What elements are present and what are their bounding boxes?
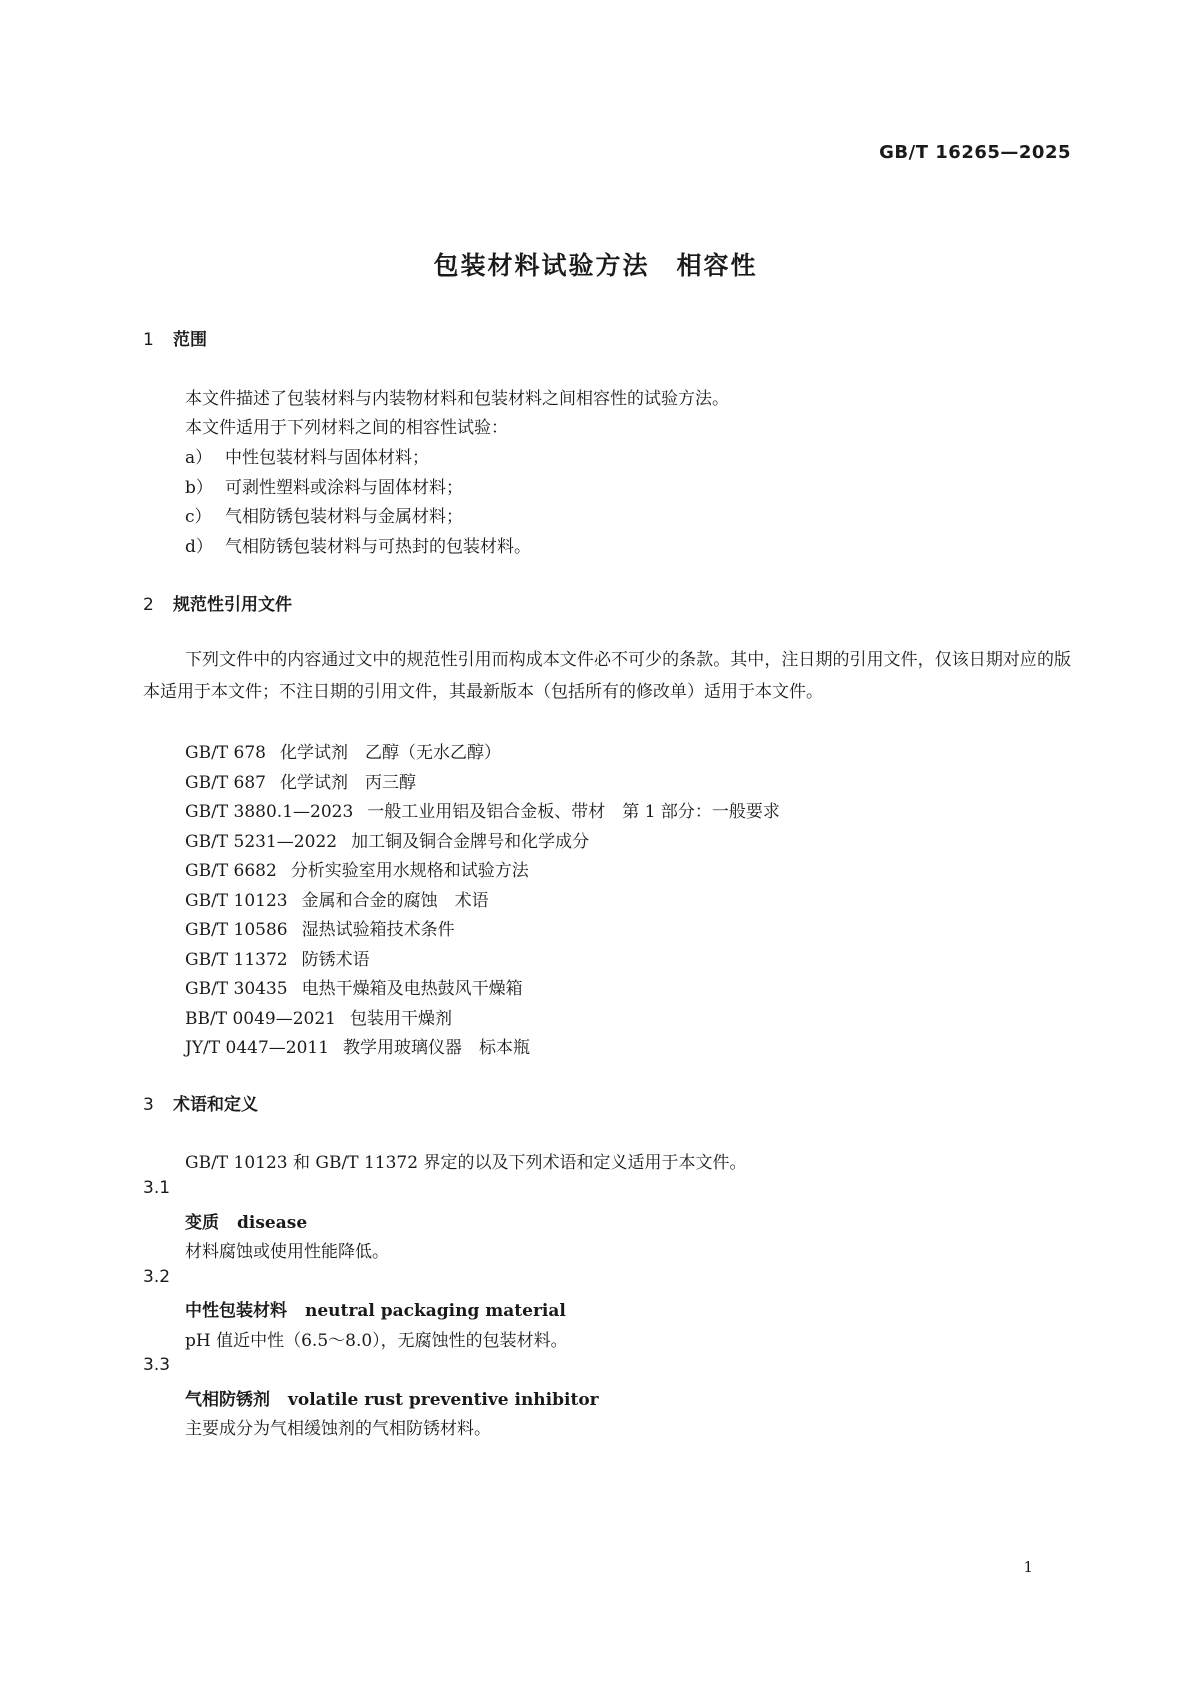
list-item <box>185 532 531 557</box>
scope-paragraph: 本文件描述了包装材料与内装物材料和包装材料之间相容性的试验方法。 <box>185 389 729 409</box>
section-1-heading <box>143 325 207 350</box>
reference-item <box>185 1033 530 1058</box>
reference-item <box>185 1004 452 1029</box>
term-definition: 材料腐蚀或使用性能降低。 <box>185 1242 389 1262</box>
term-en: volatile rust preventive inhibitor <box>288 1390 599 1410</box>
term-zh: 气相防锈剂 <box>185 1390 270 1410</box>
list-text: 中性包装材料与固体材料； <box>225 448 429 468</box>
list-item <box>185 473 463 498</box>
list-item <box>185 443 429 468</box>
list-marker: d） <box>185 537 213 557</box>
section-title: 范围 <box>173 330 207 350</box>
reference-code: JY/T 0447—2011 <box>185 1038 330 1058</box>
reference-title: 包装用干燥剂 <box>349 1009 452 1029</box>
reference-item <box>185 945 370 970</box>
reference-title: 分析实验室用水规格和试验方法 <box>290 861 529 881</box>
list-marker: c） <box>185 507 212 527</box>
reference-title: 防锈术语 <box>301 950 370 970</box>
section-title: 术语和定义 <box>173 1095 258 1115</box>
reference-item <box>185 915 455 940</box>
list-marker: a） <box>185 448 213 468</box>
term-number: 3.1 <box>143 1178 171 1198</box>
reference-title: 湿热试验箱技术条件 <box>301 920 455 940</box>
reference-code: GB/T 10586 <box>185 920 288 940</box>
document-title: 包装材料试验方法 相容性 <box>433 251 758 280</box>
term-definition: pH 值近中性（6.5～8.0），无腐蚀性的包装材料。 <box>185 1331 568 1351</box>
reference-title: 教学用玻璃仪器 标本瓶 <box>343 1038 531 1058</box>
term-number: 3.3 <box>143 1355 171 1375</box>
terms-intro: GB/T 10123 和 GB/T 11372 界定的以及下列术语和定义适用于本文件。 <box>185 1153 747 1173</box>
list-marker: b） <box>185 478 213 498</box>
section-2-heading <box>143 590 292 615</box>
reference-code: GB/T 678 <box>185 743 266 763</box>
reference-item <box>185 886 489 911</box>
term-entry <box>185 1296 566 1321</box>
section-title: 规范性引用文件 <box>173 595 292 615</box>
standard-number: GB/T 16265—2025 <box>879 142 1071 163</box>
term-zh: 变质 <box>185 1213 219 1233</box>
reference-code: GB/T 687 <box>185 773 266 793</box>
term-entry <box>185 1208 307 1233</box>
references-intro: 下列文件中的内容通过文中的规范性引用而构成本文件必不可少的条款。其中，注日期的引用文件，仅该日期对应的版本适用于本文件；不注日期的引用文件，其最新版本（包括所有的修改单）适用于本文件。 <box>143 650 1071 702</box>
reference-code: GB/T 3880.1—2023 <box>185 802 354 822</box>
section-number: 3 <box>143 1095 154 1115</box>
reference-code: GB/T 11372 <box>185 950 288 970</box>
reference-item <box>185 974 523 999</box>
list-text: 气相防锈包装材料与可热封的包装材料。 <box>225 537 531 557</box>
reference-item <box>185 797 780 822</box>
page-number: 1 <box>1023 1558 1033 1576</box>
list-text: 可剥性塑料或涂料与固体材料； <box>225 478 463 498</box>
reference-title: 金属和合金的腐蚀 术语 <box>301 891 489 911</box>
section-number: 2 <box>143 595 154 615</box>
reference-code: GB/T 5231—2022 <box>185 832 338 852</box>
term-entry <box>185 1385 599 1410</box>
reference-title: 电热干燥箱及电热鼓风干燥箱 <box>301 979 523 999</box>
list-item <box>185 502 463 527</box>
scope-paragraph: 本文件适用于下列材料之间的相容性试验： <box>185 418 508 438</box>
reference-code: GB/T 30435 <box>185 979 288 999</box>
reference-code: GB/T 10123 <box>185 891 288 911</box>
section-3-heading <box>143 1090 258 1115</box>
reference-title: 化学试剂 丙三醇 <box>280 773 416 793</box>
term-definition: 主要成分为气相缓蚀剂的气相防锈材料。 <box>185 1419 491 1439</box>
reference-item <box>185 768 416 793</box>
reference-item <box>185 738 501 763</box>
reference-title: 一般工业用铝及铝合金板、带材 第 1 部分：一般要求 <box>367 802 780 822</box>
term-en: disease <box>237 1213 308 1233</box>
reference-title: 加工铜及铜合金牌号和化学成分 <box>351 832 590 852</box>
reference-code: BB/T 0049—2021 <box>185 1009 336 1029</box>
section-number: 1 <box>143 330 154 350</box>
list-text: 气相防锈包装材料与金属材料； <box>225 507 463 527</box>
reference-code: GB/T 6682 <box>185 861 277 881</box>
term-zh: 中性包装材料 <box>185 1301 287 1321</box>
term-number: 3.2 <box>143 1267 171 1287</box>
reference-item <box>185 827 589 852</box>
term-en: neutral packaging material <box>305 1301 566 1321</box>
reference-title: 化学试剂 乙醇（无水乙醇） <box>280 743 501 763</box>
reference-item <box>185 856 529 881</box>
